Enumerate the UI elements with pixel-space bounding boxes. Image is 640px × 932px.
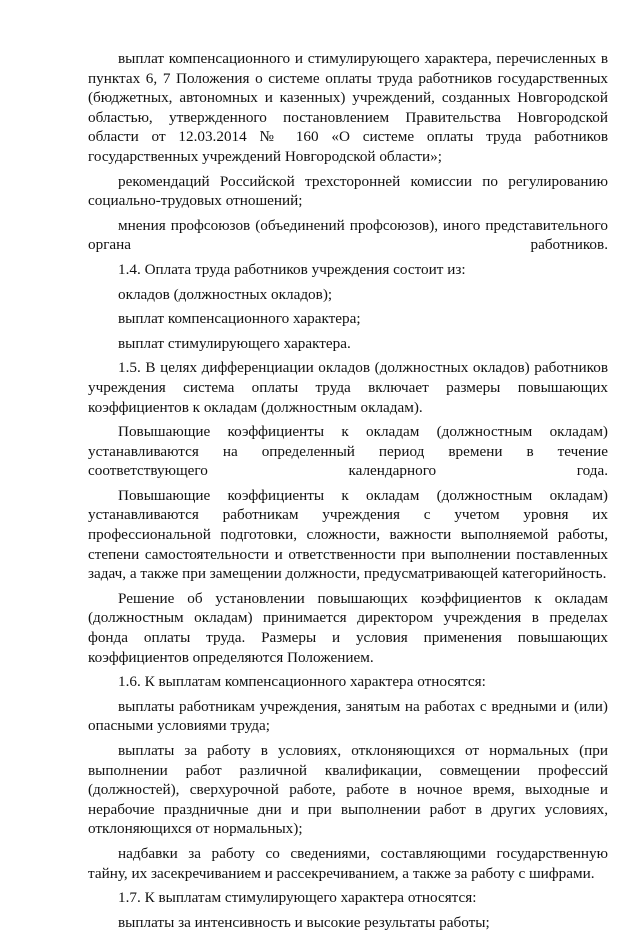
list-item-compensation: выплат компенсационного характера;: [118, 310, 361, 328]
list-item-abnormal-conditions: выплаты за работу в условиях, отклоняющихся от нормальных (при выполнении работ различной квалификации, совмещении профессий (должностей), сверхурочной работе, работе в ночное время, выходные и нерабочие праздничные дни и при выполнении работ в других условиях, отклоняющихся от нормальных);: [88, 742, 608, 838]
document-body: [88, 49, 608, 932]
paragraph-1-4: 1.4. Оплата труда работников учреждения состоит из:: [118, 260, 466, 278]
list-item-salaries: окладов (должностных окладов);: [118, 285, 333, 303]
list-item-incentive: выплат стимулирующего характера.: [118, 334, 351, 352]
paragraph-union-opinion: мнения профсоюзов (объединений профсоюзов), иного представительного органа работников.: [88, 216, 608, 254]
paragraph-coefficients-criteria: Повышающие коэффициенты к окладам (должностным окладам) устанавливаются работникам учреждения с учетом уровня их профессиональной подготовки, сложности, важности выполняемой работы, степени самостоятельности и ответственности при выполнении поставленных задач, а также при замещении должности, предусматривающей категорийность.: [88, 486, 608, 583]
paragraph-coefficients-period: Повышающие коэффициенты к окладам (должностным окладам) устанавливаются на определенный период времени в течение соответствующего календарного года.: [88, 423, 608, 480]
paragraph-tripartite-commission: рекомендаций Российской трехсторонней комиссии по регулированию социально-трудовых отношений;: [88, 172, 608, 210]
list-item-state-secret: надбавки за работу со сведениями, составляющими государственную тайну, их засекречиванием и рассекречиванием, а также за работу с шифрами.: [88, 844, 608, 882]
paragraph-1-7: 1.7. К выплатам стимулирующего характера относятся:: [118, 889, 477, 907]
paragraph-compensation-payments: выплат компенсационного и стимулирующего характера, перечисленных в пунктах 6, 7 Положения о системе оплаты труда работников государственных (бюджетных, автономных и казенных) учреждений, созданных Новгородской областью, утвержденного постановлением Правительства Новгородской области от 12.03.2014 № 160 «О системе оплаты труда работников государственных учреждений Новгородской области»;: [88, 50, 608, 165]
list-item-intensity: выплаты за интенсивность и высокие результаты работы;: [118, 913, 490, 931]
paragraph-coefficients-decision: Решение об установлении повышающих коэффициентов к окладам (должностным окладам) принимается директором учреждения в пределах фонда оплаты труда. Размеры и условия применения повышающих коэффициентов определяются Положением.: [88, 589, 608, 666]
list-item-hazardous-work: выплаты работникам учреждения, занятым на работах с вредными и (или) опасными условиями труда;: [88, 697, 608, 735]
paragraph-1-6: 1.6. К выплатам компенсационного характера относятся:: [118, 673, 486, 691]
paragraph-1-5: 1.5. В целях дифференциации окладов (должностных окладов) работников учреждения система оплаты труда включает размеры повышающих коэффициентов к окладам (должностным окладам).: [88, 359, 608, 416]
